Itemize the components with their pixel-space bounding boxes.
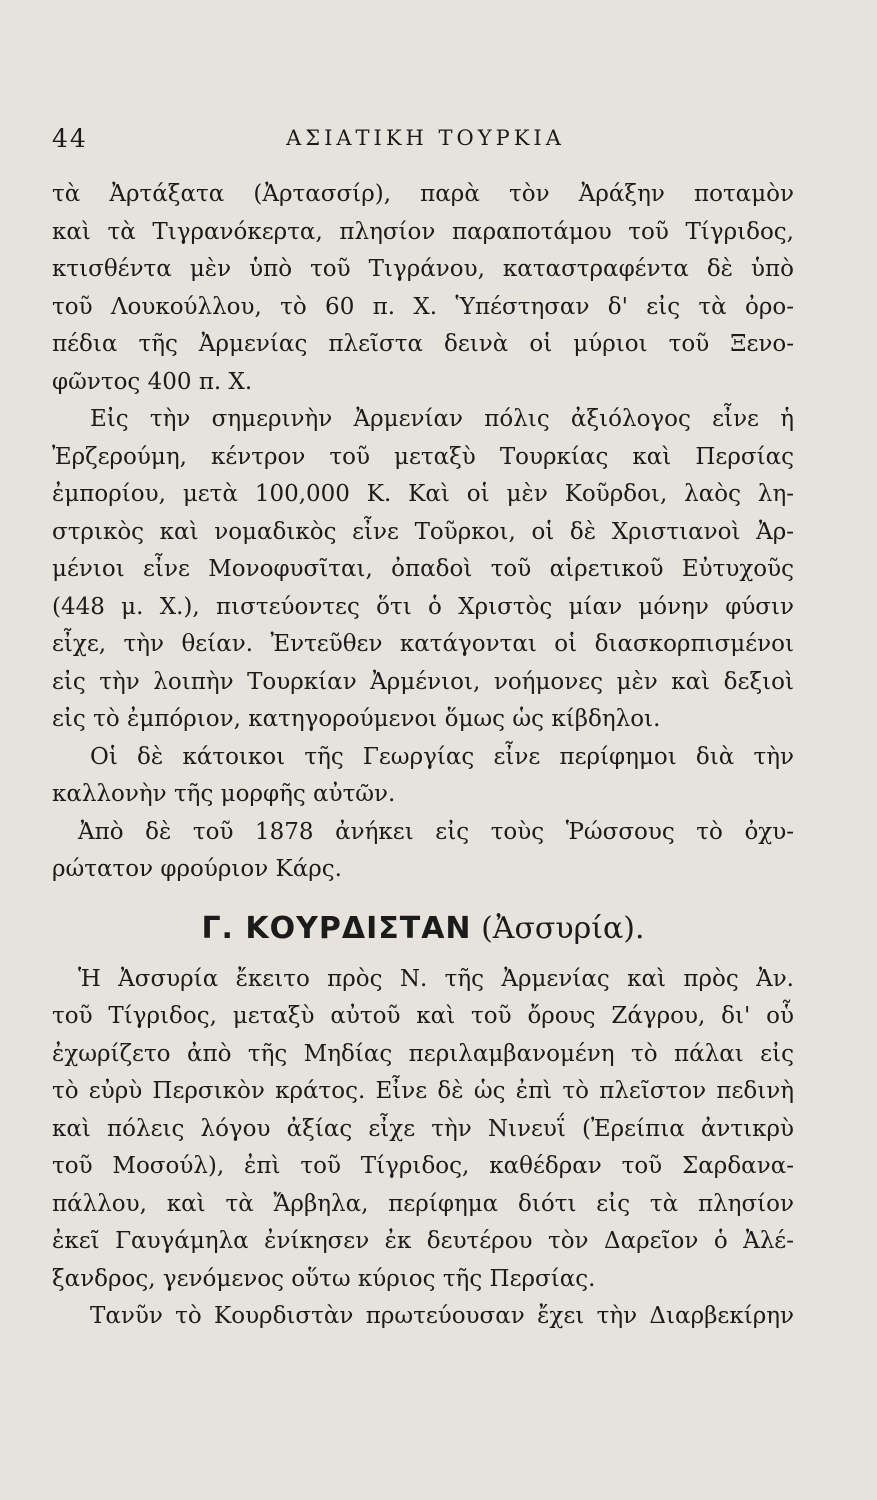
text-line: Ἀπὸ δὲ τοῦ 1878 ἀνήκει εἰς τοὺς Ῥώσσους τὸ ὀχυ-: [78, 818, 794, 845]
text-line: ἐμπορίου, μετὰ 100,000 Κ. Καὶ οἱ μὲν Κοῦρδοι, λαὸς λη-: [52, 481, 794, 507]
page-number: 44: [52, 124, 88, 153]
text-line: πέδια τῆς Ἀρμενίας πλεῖστα δεινὰ οἱ μύριοι τοῦ Ξενο-: [52, 331, 794, 357]
text-line: κτισθέντα μὲν ὑπὸ τοῦ Τιγράνου, καταστραφέντα δὲ ὑπὸ: [52, 256, 794, 282]
text-line: τοῦ Λουκούλλου, τὸ 60 π. Χ. Ὑπέστησαν δ' εἰς τὰ ὀρο-: [52, 293, 794, 320]
running-head: ΑΣΙΑΤΙΚΗ ΤΟΥΡΚΙΑ: [286, 126, 565, 150]
text-line: Ἡ Ἀσσυρία ἔκειτο πρὸς Ν. τῆς Ἀρμενίας καὶ πρὸς Ἀν.: [78, 965, 794, 992]
text-line: μένιοι εἶνε Μονοφυσῖται, ὀπαδοὶ τοῦ αἱρετικοῦ Εὐτυχοῦς: [52, 556, 794, 582]
text-line: φῶντος 400 π. Χ.: [52, 368, 253, 395]
section-heading: [52, 889, 794, 961]
page-header: [52, 124, 799, 160]
body-text: [52, 176, 794, 1336]
section-title: Γ. ΚΟΥΡΔΙΣΤΑΝ: [201, 910, 472, 946]
text-line: Τανῦν τὸ Κουρδιστὰν πρωτεύουσαν ἔχει τὴν Διαρβεκίρην: [90, 1303, 794, 1329]
text-line: πάλλου, καὶ τὰ Ἄρβηλα, περίφημα διότι εἰς τὰ πλησίον: [52, 1190, 794, 1217]
text-line: εἰς τὸ ἐμπόριον, κατηγορούμενοι ὅμως ὡς κίβδηλοι.: [52, 706, 661, 732]
text-line: (448 μ. Χ.), πιστεύοντες ὅτι ὁ Χριστὸς μίαν μόνην φύσιν: [52, 593, 794, 620]
text-line: Οἱ δὲ κάτοικοι τῆς Γεωργίας εἶνε περίφημοι διὰ τὴν: [90, 743, 794, 770]
text-line: εἰς τὴν λοιπὴν Τουρκίαν Ἀρμένιοι, νοήμονες μὲν καὶ δεξιοὶ: [52, 668, 794, 695]
text-line: τὰ Ἀρτάξατα (Ἀρτασσίρ), παρὰ τὸν Ἀράξην ποταμὸν: [52, 181, 794, 207]
text-line: ἐκεῖ Γαυγάμηλα ἐνίκησεν ἐκ δευτέρου τὸν Δαρεῖον ὁ Ἀλέ-: [52, 1228, 794, 1254]
text-line: ἐχωρίζετο ἀπὸ τῆς Μηδίας περιλαμβανομένη τὸ πάλαι εἰς: [52, 1040, 794, 1067]
text-line: εἶχε, τὴν θείαν. Ἐντεῦθεν κατάγονται οἱ διασκορπισμένοι: [52, 631, 794, 657]
text-line: ξανδρος, γενόμενος οὕτω κύριος τῆς Περσίας.: [52, 1265, 596, 1292]
text-line: καλλονὴν τῆς μορφῆς αὐτῶν.: [52, 781, 396, 807]
text-line: τὸ εὐρὺ Περσικὸν κράτος. Εἶνε δὲ ὡς ἐπὶ τὸ πλεῖστον πεδινὴ: [52, 1078, 794, 1104]
text-line: ρώτατον φρούριον Κάρς.: [52, 856, 342, 882]
text-line: Εἰς τὴν σημερινὴν Ἀρμενίαν πόλις ἀξιόλογος εἶνε ἡ: [90, 406, 794, 432]
section-subtitle: (Ἀσσυρία).: [481, 910, 645, 946]
text-line: τοῦ Τίγριδος, μεταξὺ αὐτοῦ καὶ τοῦ ὄρους Ζάγρου, δι' οὗ: [52, 1003, 794, 1029]
text-line: στρικὸς καὶ νομαδικὸς εἶνε Τοῦρκοι, οἱ δὲ Χριστιανοὶ Ἀρ-: [52, 518, 794, 545]
text-line: τοῦ Μοσούλ), ἐπὶ τοῦ Τίγριδος, καθέδραν τοῦ Σαρδανα-: [52, 1153, 794, 1179]
text-line: καὶ πόλεις λόγου ἀξίας εἶχε τὴν Νινευΐ (Ἐρείπια ἀντικρὺ: [52, 1115, 794, 1142]
text-line: Ἐρζερούμη, κέντρον τοῦ μεταξὺ Τουρκίας καὶ Περσίας: [52, 443, 794, 470]
text-line: καὶ τὰ Τιγρανόκερτα, πλησίον παραποτάμου τοῦ Τίγριδος,: [52, 218, 794, 245]
